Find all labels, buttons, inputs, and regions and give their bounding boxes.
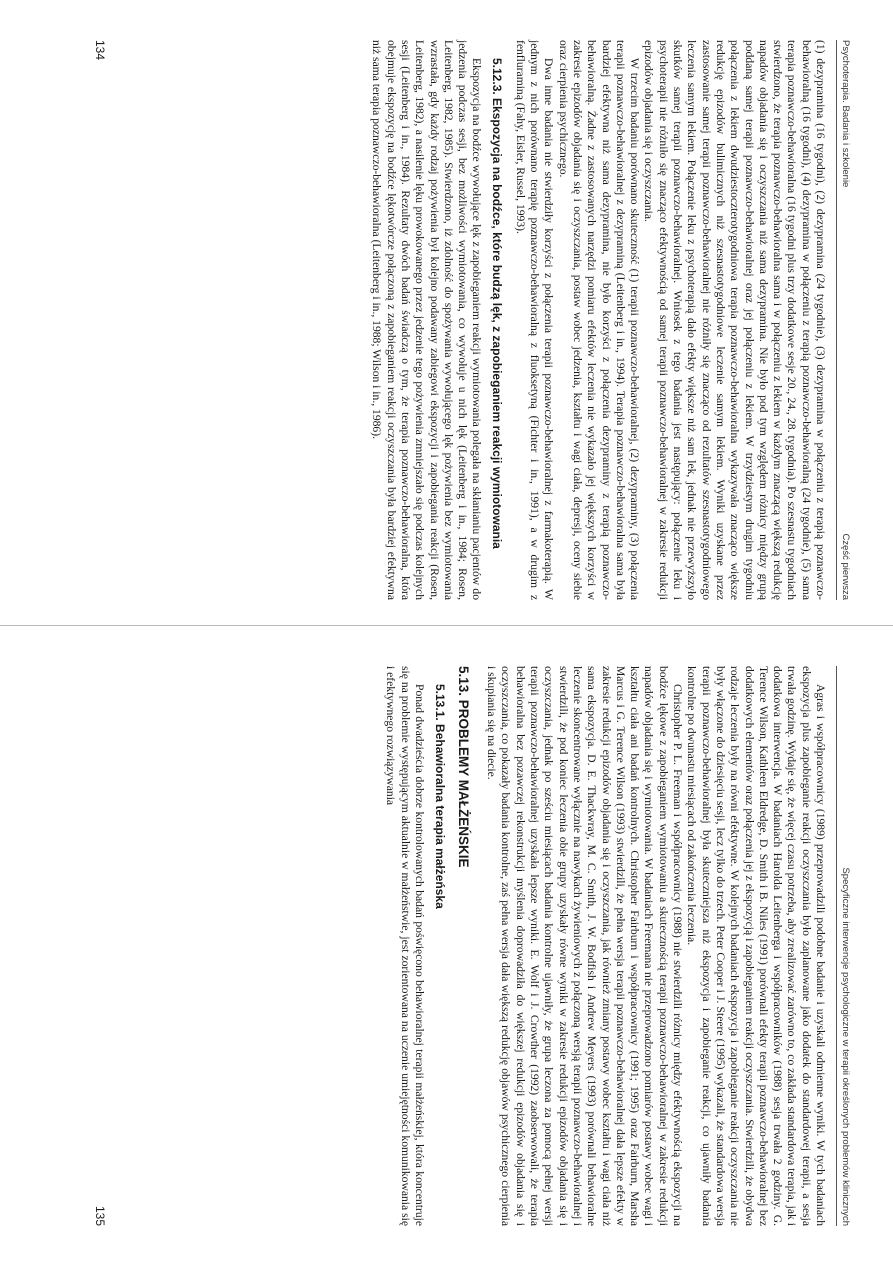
paragraph: (1) dezypramina (16 tygodni), (2) dezypramina (24 tygodnie), (3) dezypramina w połączeniu z terapią poznawczo-behawioralną (16 tygodni), (4) dezypramina w połączeniu z terapią poznawczo-behawioralną (24 tygodnie), (5) sama terapia poznawczo-behawioralna (16 tygodni plus trzy dodatkowe sesje 20., 24., 28. tygodnia). Po szesnastu tygodniach stwierdzono, że terapia poznawczo-behawioralna sama i w połączeniu z lekiem w każdym znaczącą większą redukcję napadów objadania się i oczyszczania niż sama dezypramina. Nie było pod tym względem różnicy między grupą poddaną samej terapii poznawczo-behawioralnej oraz jej połączeniu z lekiem. W trzydziestym drugim tygodniu połączenia z lekiem dwudziestoczterotygodniowa terapia poznawczo-behawioralna wykazywała znacząco większe redukcję epizodów bulimicznych niż szesnastotygodniowe leczenie samym lekiem. Wyniki uzyskane przez zastosowanie samej terapii poznawczo-behawioralnej nie różniły się znacząco od rezultatów szesnastotygodniowego leczenia samym lekiem. Połączenie leku z psychoterapią dało efekty większe niż sam lek, jednak nie przewyższyło skutków samej terapii poznawczo-behawioralnej. Wniosek z tego badania jest następujący: połączenie leku i psychoterapii nie różniło się znacząco efektywnością od samej terapii poznawczo-behawioralnej w zakresie redukcji epizodów objadania się i oczyszczania. [642,40,827,600]
right-page [0,626,893,1263]
paragraph: Christopher P. L. Freeman i współpracownicy (1988) nie stwierdzili różnicy między efektywnością ekspozycji na bodźce lękowe z zapobieganiem wymiotowaniu a skutecznością terapii poznawczo-behawioralnej w zakresie redukcji napadów objadania się i wymiotowania. W badaniach Freemana nie przeprowadzono pomiarów postawy wobec wagi i kształtu ciała ani badań kontrolnych. Christopher Fairburn i współpracownicy (1991; 1995) oraz Fairburn, Marsha Marcus i G. Terence Wilson (1993) stwierdzili, że pełna wersja terapii poznawczo-behawioralnej dała lepsze efekty w zakresie redukcji epizodów objadania się i oczyszczania, jak również zmiany postawy wobec kształtu i wagi ciała niż sama ekspozycja. D. E. Thackwray, M. C. Smith, J. W. Bodfish i Andrew Meyers (1993) porównali behawioralne leczenie skoncentrowane wyłącznie na nawykach żywieniowych z połączoną wersją terapii poznawczo-behawioralnej i stwierdzili, że pod koniec leczenia obie grupy uzyskały równe wyniki w zakresie redukcji epizodów objadania się i oczyszczania, jednak po sześciu miesiącach badania kontrolne ujawniły, że grupa leczona za pomocą pełnej wersji terapii poznawczo-behawioralnej uzyskała lepsze wyniki. E. Wolf i J. Crowther (1992) zaobserwowali, że terapia behawioralna bez pozawczej rekonstrukcji myślenia doprowadziła do większej redukcji epizodów objadania się i oczyszczania, co pokazały badania kontrolne, zaś pełna wersja dała większą redukcję objawów psychicznego cierpienia i skupiania się na diecie. [485,666,685,1226]
running-head [836,666,853,1226]
paragraph: Dwa inne badania nie stwierdziły korzyści z połączenia terapii poznawczo-behawioralnej z farmakoterapią. W jednym z nich porównano terapię poznawczo-behawioralną z fluoksetyną (Fichter i in., 1991), a w drugim z fenfluraminą (Fahy, Eisler, Russel, 1993). [513,40,556,600]
left-body-text [369,40,827,600]
subsection-heading: 5.13.1. Behawioralna terapia małżeńska [432,684,447,909]
left-page [0,0,893,626]
left-page-content [93,40,853,600]
page-number: 135 [93,1205,107,1226]
running-head-title: Psychoterapia. Badania i szkolenie [840,40,851,188]
running-head-title: Specyficzne interwencje psychologiczne w terapii określonych problemów klinicznych [840,867,851,1226]
section-heading: 5.13. PROBLEMY MAŁŻEŃSKIE [455,666,471,868]
running-head-part: Część pierwsza [840,533,851,600]
right-page-content [93,666,853,1226]
running-head [836,40,853,600]
page-number: 134 [93,40,107,61]
paragraph: Ekspozycja na bodźce wywołujące lęk z zapobieganiem reakcji wymiotowania polegała na skłanianiu pacjentów do jedzenia podczas sesji, bez możliwości wymiotowania, co wywołuje u nich lęk (Leitenberg i in., 1984; Rosen, Leitenberg, 1982, 1985). Stwierdzono, iż zdolność do spożywania wywołującego lęk pożywienia bez wymiotowania wzrastała, gdy każdy rodzaj pożywienia był kolejno podawany zabiegowi ekspozycji i zapobiegania reakcji (Rosen, Leitenberg, 1982), a nasilenie lęku prowokowanego przez jedzenie tego pożywienia zmniejszało się podczas kolejnych sesji (Leitenberg i in., 1984). Rezultaty dwóch badań świadczą o tym, że terapia poznawczo-behawioralna, która obejmuje ekspozycję na bodźce lękotwórcze połączoną z zapobieganiem reakcji oczyszczania była bardziej efektywna niż sama terapia poznawczo-behawioralna (Leitenberg i in., 1988; Wilson i in., 1986). [370,40,484,600]
subsection-heading: 5.12.3. Ekspozycja na bodźce, które budzą lęk, z zapobieganiem reakcji wymiotowania [490,58,505,549]
right-body-text [383,666,827,1226]
paragraph: Agras i współpracownicy (1989) przeprowadzili podobne badanie i uzyskali odmienne wyniki. W tych badaniach ekspozycja plus zapobieganie reakcji oczyszczania było zaplanowane jako dodatek do standardowej terapii, a sesja trwała godzinę. Wydaje się, że więcej czasu potrzeba, aby zrealizować zarówno to, co zakłada standardowa terapia, jak i dodatkowa interwencja. W badaniach Harolda Leitenberga i współpracowników (1988) sesja trwała 2 godziny. G. Terence Wilson, Kathleen Eldredge, D. Smith i B. Niles (1991) porównali efekty terapii poznawczo-behawioralnej bez dodatkowych elementów oraz połączenia jej z ekspozycją i zapobieganiem reakcji oczyszczania. Stwierdzili, że obydwa rodzaje leczenia były na równi efektywne. W kolejnych badaniach ekspozycja i zapobieganie reakcji oczyszczania nie były włączone do dziesięciu sesji, lecz tylko do trzech. Peter Cooper i J. Steere (1995) wykazali, że standardowa wersja terapii poznawczo-behawioralnej była skuteczniejsza niż ekspozycja i zapobieganie reakcji, co ujawniły badania kontrolne po dwunastu miesiącach od zakończenia leczenia. [685,666,827,1226]
paragraph: W trzecim badaniu porównano skuteczność (1) terapii poznawczo-behawioralnej, (2) dezypraminy, (3) połączenia terapii poznawczo-behawioralnej z dezypraminą (Leitenberg i in., 1994). Terapia poznawczo-behawioralna sama była bardziej efektywna niż sama dezypramina, nie było korzyści z połączenia dezypraminy z terapią poznawczo-behawioralną. Żadne z zastosowanych narzędzi pomiaru efektów leczenia nie wykazało jej większych korzyści w zakresie epizodów objadania się i oczyszczania, postaw wobec jedzenia, kształtu i wagi ciała, depresji, oceny siebie oraz cierpienia psychicznego. [556,40,642,600]
paragraph: Ponad dwadzieścia dobrze kontrolowanych badań poświęcono behawioralnej terapii małżeńskiej, która koncentruje się na problemie występującym aktualnie w małżeństwie, jest zorientowana na uczenie umiejętności komunikowania się i efektywnego rozwiązywania [384,666,426,1226]
